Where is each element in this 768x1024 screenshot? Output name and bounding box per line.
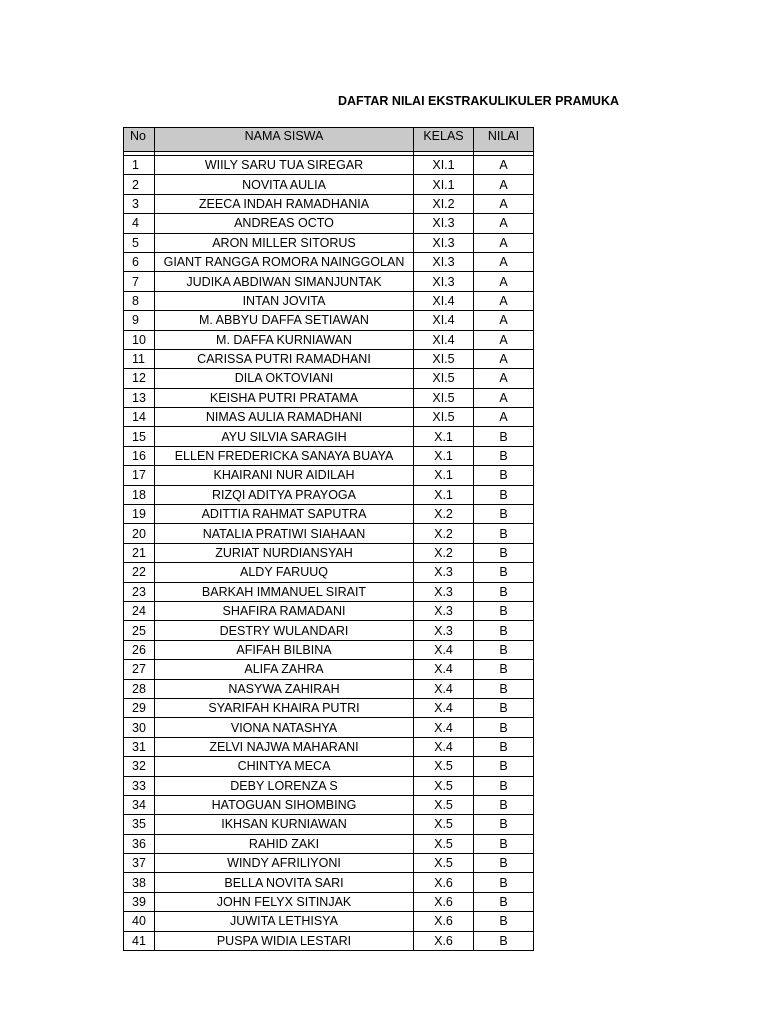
cell-no: 7	[124, 272, 155, 291]
cell-nilai: B	[474, 601, 534, 620]
cell-nilai: A	[474, 233, 534, 252]
cell-nama-siswa: BELLA NOVITA SARI	[155, 873, 414, 892]
cell-kelas: X.1	[414, 466, 474, 485]
cell-kelas: X.4	[414, 640, 474, 659]
cell-nilai: A	[474, 349, 534, 368]
cell-nilai: B	[474, 446, 534, 465]
cell-nama-siswa: NASYWA ZAHIRAH	[155, 679, 414, 698]
table-row	[124, 795, 534, 814]
cell-kelas: X.5	[414, 834, 474, 853]
table-row	[124, 369, 534, 388]
cell-nilai: B	[474, 854, 534, 873]
cell-nama-siswa: ZEECA INDAH RAMADHANIA	[155, 194, 414, 213]
cell-no: 8	[124, 291, 155, 310]
cell-nilai: B	[474, 718, 534, 737]
cell-nilai: A	[474, 330, 534, 349]
cell-nilai: B	[474, 485, 534, 504]
cell-no: 13	[124, 388, 155, 407]
cell-nilai: B	[474, 776, 534, 795]
table-row	[124, 330, 534, 349]
cell-nama-siswa: ZELVI NAJWA MAHARANI	[155, 737, 414, 756]
table-row	[124, 272, 534, 291]
cell-no: 39	[124, 892, 155, 911]
cell-nilai: B	[474, 621, 534, 640]
document-title: DAFTAR NILAI EKSTRAKULIKULER PRAMUKA	[338, 94, 619, 108]
table-row	[124, 776, 534, 795]
table-row	[124, 291, 534, 310]
cell-kelas: XI.3	[414, 272, 474, 291]
cell-nama-siswa: NOVITA AULIA	[155, 175, 414, 194]
cell-nama-siswa: RAHID ZAKI	[155, 834, 414, 853]
cell-nama-siswa: DILA OKTOVIANI	[155, 369, 414, 388]
cell-nilai: B	[474, 524, 534, 543]
cell-kelas: X.1	[414, 427, 474, 446]
header-row	[124, 128, 534, 152]
cell-no: 40	[124, 912, 155, 931]
cell-nama-siswa: GIANT RANGGA ROMORA NAINGGOLAN	[155, 252, 414, 271]
cell-no: 22	[124, 563, 155, 582]
table-row	[124, 446, 534, 465]
cell-no: 25	[124, 621, 155, 640]
cell-no: 1	[124, 156, 155, 175]
cell-nilai: B	[474, 563, 534, 582]
header-nama-siswa: NAMA SISWA	[155, 128, 414, 152]
table-body	[124, 152, 534, 951]
cell-nilai: B	[474, 795, 534, 814]
cell-nilai: B	[474, 640, 534, 659]
table-row	[124, 679, 534, 698]
cell-kelas: X.6	[414, 912, 474, 931]
cell-kelas: XI.5	[414, 388, 474, 407]
cell-kelas: X.2	[414, 524, 474, 543]
cell-kelas: XI.5	[414, 369, 474, 388]
cell-kelas: XI.3	[414, 252, 474, 271]
cell-kelas: X.3	[414, 563, 474, 582]
cell-nama-siswa: AFIFAH BILBINA	[155, 640, 414, 659]
cell-nilai: B	[474, 834, 534, 853]
table-row	[124, 505, 534, 524]
table-row	[124, 660, 534, 679]
cell-nilai: A	[474, 175, 534, 194]
cell-no: 18	[124, 485, 155, 504]
table-row	[124, 601, 534, 620]
cell-no: 35	[124, 815, 155, 834]
cell-nilai: B	[474, 505, 534, 524]
cell-no: 30	[124, 718, 155, 737]
cell-kelas: X.6	[414, 931, 474, 950]
cell-nama-siswa: VIONA NATASHYA	[155, 718, 414, 737]
cell-nilai: A	[474, 408, 534, 427]
cell-kelas: X.3	[414, 582, 474, 601]
cell-kelas: X.2	[414, 543, 474, 562]
cell-nilai: B	[474, 679, 534, 698]
cell-nama-siswa: BARKAH IMMANUEL SIRAIT	[155, 582, 414, 601]
cell-kelas: XI.4	[414, 330, 474, 349]
table-row	[124, 252, 534, 271]
table-row	[124, 194, 534, 213]
table-row	[124, 349, 534, 368]
cell-no: 27	[124, 660, 155, 679]
cell-nama-siswa: NIMAS AULIA RAMADHANI	[155, 408, 414, 427]
cell-nilai: B	[474, 912, 534, 931]
cell-no: 41	[124, 931, 155, 950]
cell-nilai: A	[474, 388, 534, 407]
cell-nilai: B	[474, 737, 534, 756]
table-row	[124, 582, 534, 601]
cell-no: 29	[124, 698, 155, 717]
cell-kelas: XI.1	[414, 175, 474, 194]
cell-nilai: A	[474, 369, 534, 388]
cell-nilai: A	[474, 311, 534, 330]
cell-nama-siswa: AYU SILVIA SARAGIH	[155, 427, 414, 446]
cell-nilai: A	[474, 156, 534, 175]
cell-nilai: A	[474, 214, 534, 233]
cell-nilai: A	[474, 291, 534, 310]
cell-nama-siswa: M. DAFFA KURNIAWAN	[155, 330, 414, 349]
cell-no: 16	[124, 446, 155, 465]
cell-no: 3	[124, 194, 155, 213]
cell-nama-siswa: ANDREAS OCTO	[155, 214, 414, 233]
table-row	[124, 311, 534, 330]
cell-no: 9	[124, 311, 155, 330]
cell-kelas: XI.4	[414, 311, 474, 330]
cell-no: 26	[124, 640, 155, 659]
cell-kelas: X.1	[414, 485, 474, 504]
table-row	[124, 563, 534, 582]
cell-no: 20	[124, 524, 155, 543]
cell-nama-siswa: M. ABBYU DAFFA SETIAWAN	[155, 311, 414, 330]
cell-no: 2	[124, 175, 155, 194]
table-row	[124, 892, 534, 911]
table-row	[124, 485, 534, 504]
cell-nama-siswa: HATOGUAN SIHOMBING	[155, 795, 414, 814]
cell-no: 14	[124, 408, 155, 427]
cell-kelas: XI.3	[414, 233, 474, 252]
cell-nama-siswa: ELLEN FREDERICKA SANAYA BUAYA	[155, 446, 414, 465]
table-row	[124, 621, 534, 640]
cell-nilai: B	[474, 543, 534, 562]
cell-no: 19	[124, 505, 155, 524]
cell-no: 23	[124, 582, 155, 601]
cell-no: 36	[124, 834, 155, 853]
cell-nama-siswa: KEISHA PUTRI PRATAMA	[155, 388, 414, 407]
cell-kelas: X.3	[414, 601, 474, 620]
cell-nama-siswa: SYARIFAH KHAIRA PUTRI	[155, 698, 414, 717]
cell-kelas: X.4	[414, 737, 474, 756]
cell-kelas: X.1	[414, 446, 474, 465]
cell-nama-siswa: JUWITA LETHISYA	[155, 912, 414, 931]
cell-kelas: XI.5	[414, 349, 474, 368]
cell-no: 21	[124, 543, 155, 562]
cell-nama-siswa: CHINTYA MECA	[155, 757, 414, 776]
cell-no: 24	[124, 601, 155, 620]
cell-nilai: B	[474, 931, 534, 950]
cell-nama-siswa: ALIFA ZAHRA	[155, 660, 414, 679]
cell-nama-siswa: ADITTIA RAHMAT SAPUTRA	[155, 505, 414, 524]
table-row	[124, 912, 534, 931]
cell-nama-siswa: NATALIA PRATIWI SIAHAAN	[155, 524, 414, 543]
cell-no: 37	[124, 854, 155, 873]
cell-kelas: X.5	[414, 815, 474, 834]
cell-nama-siswa: ARON MILLER SITORUS	[155, 233, 414, 252]
cell-nama-siswa: JOHN FELYX SITINJAK	[155, 892, 414, 911]
table-row	[124, 737, 534, 756]
cell-no: 32	[124, 757, 155, 776]
cell-nama-siswa: DEBY LORENZA S	[155, 776, 414, 795]
cell-kelas: X.4	[414, 679, 474, 698]
table-row	[124, 214, 534, 233]
table-row	[124, 698, 534, 717]
cell-kelas: X.2	[414, 505, 474, 524]
cell-nilai: B	[474, 757, 534, 776]
table-row	[124, 873, 534, 892]
cell-nama-siswa: INTAN JOVITA	[155, 291, 414, 310]
cell-kelas: X.5	[414, 795, 474, 814]
table-row	[124, 524, 534, 543]
cell-kelas: XI.5	[414, 408, 474, 427]
cell-no: 5	[124, 233, 155, 252]
cell-no: 33	[124, 776, 155, 795]
cell-nama-siswa: KHAIRANI NUR AIDILAH	[155, 466, 414, 485]
cell-nama-siswa: ALDY FARUUQ	[155, 563, 414, 582]
table-row	[124, 233, 534, 252]
cell-no: 31	[124, 737, 155, 756]
grade-table	[123, 127, 534, 951]
cell-no: 10	[124, 330, 155, 349]
cell-no: 4	[124, 214, 155, 233]
cell-no: 38	[124, 873, 155, 892]
cell-nilai: A	[474, 252, 534, 271]
cell-kelas: XI.2	[414, 194, 474, 213]
cell-kelas: XI.3	[414, 214, 474, 233]
cell-nilai: B	[474, 873, 534, 892]
cell-no: 28	[124, 679, 155, 698]
table-row	[124, 408, 534, 427]
table-row	[124, 543, 534, 562]
cell-nilai: B	[474, 815, 534, 834]
cell-nama-siswa: ZURIAT NURDIANSYAH	[155, 543, 414, 562]
cell-kelas: X.4	[414, 698, 474, 717]
cell-nama-siswa: PUSPA WIDIA LESTARI	[155, 931, 414, 950]
cell-kelas: X.5	[414, 854, 474, 873]
cell-kelas: X.5	[414, 757, 474, 776]
cell-kelas: X.6	[414, 892, 474, 911]
table-row	[124, 757, 534, 776]
cell-nilai: B	[474, 698, 534, 717]
cell-nama-siswa: WINDY AFRILIYONI	[155, 854, 414, 873]
cell-kelas: XI.1	[414, 156, 474, 175]
table-row	[124, 815, 534, 834]
table-row	[124, 931, 534, 950]
cell-nama-siswa: CARISSA PUTRI RAMADHANI	[155, 349, 414, 368]
table-row	[124, 156, 534, 175]
cell-kelas: X.3	[414, 621, 474, 640]
table-row	[124, 427, 534, 446]
cell-nilai: B	[474, 660, 534, 679]
header-no: No	[124, 128, 155, 152]
cell-no: 11	[124, 349, 155, 368]
cell-nilai: A	[474, 194, 534, 213]
cell-no: 15	[124, 427, 155, 446]
table-row	[124, 466, 534, 485]
cell-kelas: X.4	[414, 660, 474, 679]
cell-nilai: B	[474, 466, 534, 485]
header-nilai: NILAI	[474, 128, 534, 152]
cell-nama-siswa: DESTRY WULANDARI	[155, 621, 414, 640]
cell-no: 6	[124, 252, 155, 271]
cell-nilai: B	[474, 582, 534, 601]
table-row	[124, 854, 534, 873]
cell-kelas: X.4	[414, 718, 474, 737]
cell-kelas: X.5	[414, 776, 474, 795]
cell-kelas: XI.4	[414, 291, 474, 310]
table-row	[124, 834, 534, 853]
table-row	[124, 640, 534, 659]
cell-nama-siswa: RIZQI ADITYA PRAYOGA	[155, 485, 414, 504]
table-row	[124, 175, 534, 194]
cell-no: 34	[124, 795, 155, 814]
cell-nilai: B	[474, 427, 534, 446]
cell-nama-siswa: IKHSAN KURNIAWAN	[155, 815, 414, 834]
cell-nama-siswa: WIILY SARU TUA SIREGAR	[155, 156, 414, 175]
cell-nilai: A	[474, 272, 534, 291]
table-header	[124, 128, 534, 152]
table-row	[124, 718, 534, 737]
cell-nama-siswa: JUDIKA ABDIWAN SIMANJUNTAK	[155, 272, 414, 291]
cell-nama-siswa: SHAFIRA RAMADANI	[155, 601, 414, 620]
cell-nilai: B	[474, 892, 534, 911]
cell-no: 12	[124, 369, 155, 388]
table-row	[124, 388, 534, 407]
header-kelas: KELAS	[414, 128, 474, 152]
cell-no: 17	[124, 466, 155, 485]
cell-kelas: X.6	[414, 873, 474, 892]
